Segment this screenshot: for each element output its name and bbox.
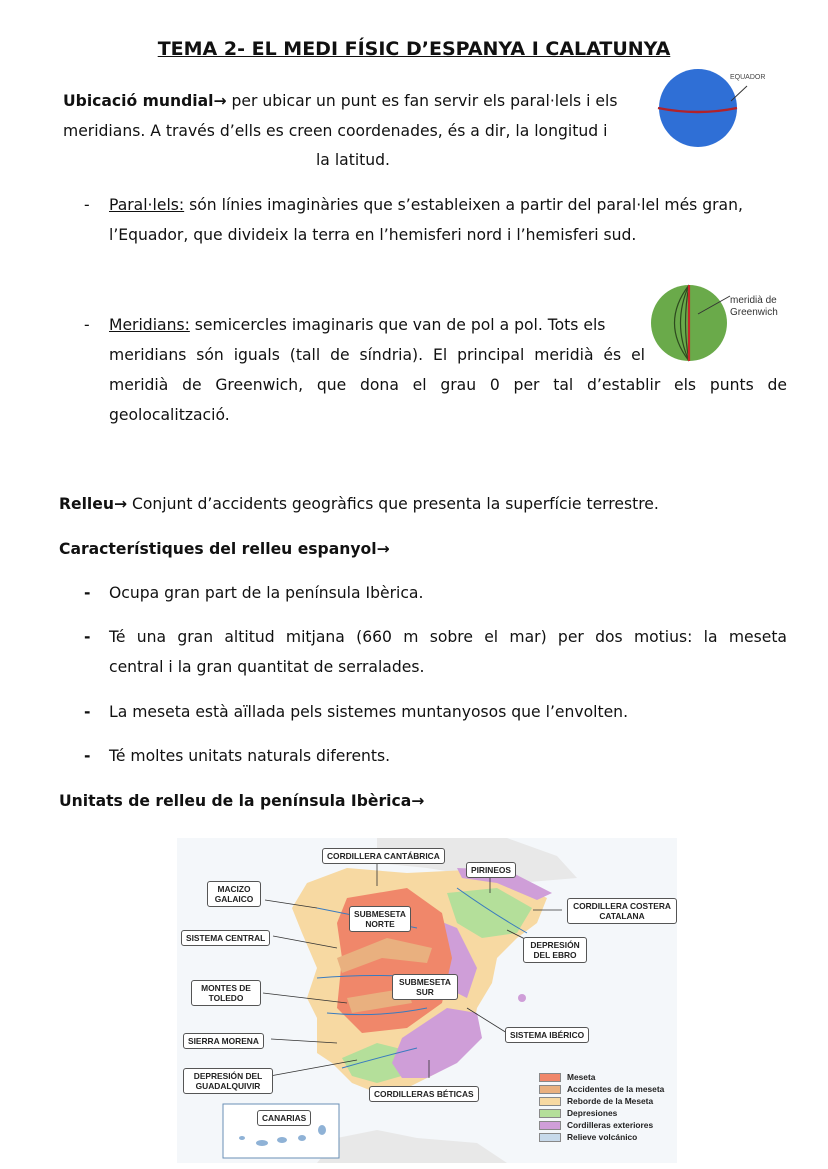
greenwich-globe-illustration [646, 284, 790, 364]
map-label-macizo: MACIZO GALAICO [207, 881, 261, 907]
paralels-line-2: l’Equador, que divideix la terra en l’hemisferi nord i l’hemisferi sud. [109, 226, 637, 244]
caracteristica-item: La meseta està aïllada pels sistemes muntanyosos que l’envolten. [109, 703, 629, 721]
map-label-depresion-ebro: DEPRESIÓN DEL EBRO [523, 937, 587, 963]
ubicacio-line-1 [63, 86, 643, 116]
meridians-line-3: meridià de Greenwich, que dona el grau 0 per tal d’establir els punts de [109, 376, 787, 394]
legend-swatch [539, 1097, 561, 1106]
legend-item [539, 1132, 637, 1142]
ubicacio-line-2: meridians. A través d’ells es creen coordenades, és a dir, la longitud i [63, 122, 608, 140]
ubicacio-heading: Ubicació mundial→ [63, 92, 227, 110]
legend-label: Relieve volcánico [567, 1132, 638, 1142]
legend-swatch [539, 1085, 561, 1094]
map-legend [539, 1072, 674, 1152]
legend-label: Reborde de la Meseta [567, 1096, 654, 1106]
meridians-line-1 [109, 310, 649, 340]
globe-circle [659, 69, 737, 147]
relleu-text: Conjunt d’accidents geogràfics que presenta la superfície terrestre. [127, 495, 659, 513]
bullet-dash: - [84, 584, 91, 602]
map-label-pirineos: PIRINEOS [466, 862, 516, 878]
relleu-line [59, 489, 799, 519]
bullet-dash: - [84, 747, 91, 765]
bullet-dash: - [84, 196, 90, 214]
equator-label: EQUADOR [730, 74, 766, 81]
map-label-submeseta-norte: SUBMESETA NORTE [349, 906, 411, 932]
map-label-canarias: CANARIAS [257, 1110, 311, 1126]
greenwich-label-1: meridià de [730, 295, 777, 306]
page-title: TEMA 2- EL MEDI FÍSIC D’ESPANYA I CALATUNYA [157, 38, 671, 60]
map-label-central: SISTEMA CENTRAL [181, 930, 270, 946]
map-label-beticas: CORDILLERAS BÉTICAS [369, 1086, 479, 1102]
bullet-dash: - [84, 703, 91, 721]
unitats-heading: Unitats de relleu de la península Ibèrica→ [59, 792, 425, 810]
caracteristica-item-continued: central i la gran quantitat de serralades. [109, 658, 425, 676]
legend-label: Meseta [567, 1072, 596, 1082]
meridians-line-2: meridians són iguals (tall de síndria). El principal meridià és el [109, 346, 645, 364]
legend-swatch [539, 1109, 561, 1118]
legend-item [539, 1120, 653, 1130]
map-label-costera: CORDILLERA COSTERA CATALANA [567, 898, 677, 924]
map-label-morena: SIERRA MORENA [183, 1033, 264, 1049]
caracteristica-item: Ocupa gran part de la península Ibèrica. [109, 584, 424, 602]
bullet-dash: - [84, 628, 91, 646]
map-label-cantabrica: CORDILLERA CANTÁBRICA [322, 848, 445, 864]
legend-label: Depresiones [567, 1108, 618, 1118]
balearic-islands [518, 994, 526, 1002]
caracteristica-item: Té una gran altitud mitjana (660 m sobre el mar) per dos motius: la meseta [109, 628, 787, 646]
paralels-text-1: són línies imaginàries que s’estableixen a partir del paral·lel més gran, [184, 196, 743, 214]
paralels-line-1 [109, 190, 789, 220]
map-label-guadalquivir: DEPRESIÓN DEL GUADALQUIVIR [183, 1068, 273, 1094]
map-label-toledo: MONTES DE TOLEDO [191, 980, 261, 1006]
meridians-term: Meridians: [109, 316, 190, 334]
caracteristica-item: Té moltes unitats naturals diferents. [109, 747, 391, 765]
legend-label: Cordilleras exteriores [567, 1120, 654, 1130]
legend-item [539, 1108, 617, 1118]
meridians-line-4: geolocalització. [109, 406, 230, 424]
paralels-term: Paral·lels: [109, 196, 185, 214]
equator-globe-illustration [644, 66, 774, 150]
caracteristiques-heading: Característiques del relleu espanyol→ [59, 540, 390, 558]
legend-item [539, 1072, 595, 1082]
legend-item [539, 1084, 664, 1094]
relief-map [177, 838, 677, 1163]
legend-swatch [539, 1073, 561, 1082]
legend-item [539, 1096, 653, 1106]
ubicacio-text-1: per ubicar un punt es fan servir els paral·lels i els [226, 92, 618, 110]
map-label-iberico: SISTEMA IBÉRICO [505, 1027, 589, 1043]
bullet-dash: - [84, 316, 90, 334]
legend-label: Accidentes de la meseta [567, 1084, 665, 1094]
greenwich-label-2: Greenwich [730, 307, 778, 318]
relleu-heading: Relleu→ [59, 495, 128, 513]
legend-swatch [539, 1121, 561, 1130]
meridians-text-1: semicercles imaginaris que van de pol a pol. Tots els [189, 316, 606, 334]
legend-swatch [539, 1133, 561, 1142]
ubicacio-line-3: la latitud. [315, 151, 391, 169]
map-label-submeseta-sur: SUBMESETA SUR [392, 974, 458, 1000]
